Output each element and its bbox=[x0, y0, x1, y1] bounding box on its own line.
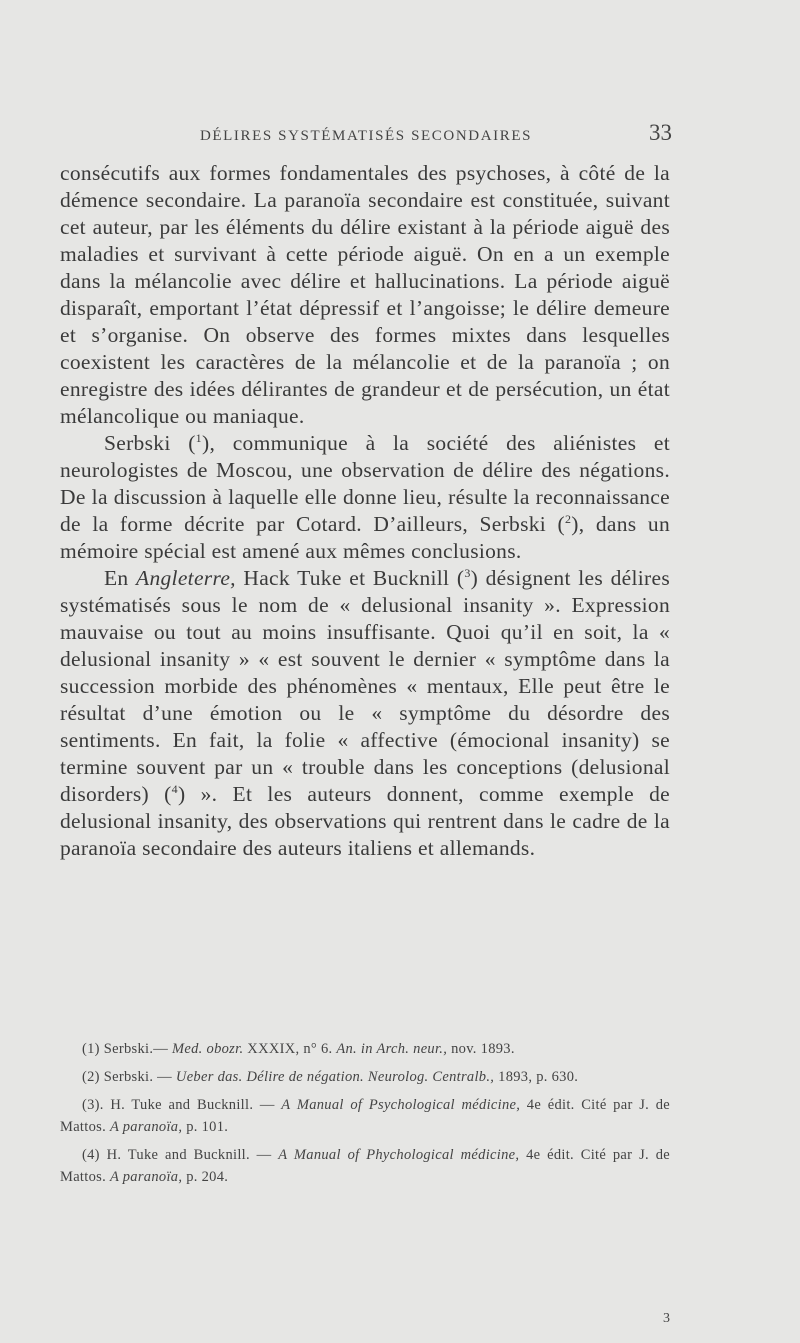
footnotes bbox=[60, 1038, 670, 1188]
footnote-italic: A Manual of Phychological médicine, bbox=[278, 1147, 520, 1163]
footnote-ref-3: 3 bbox=[464, 565, 471, 580]
footnote-italic: Med. obozr. bbox=[172, 1041, 244, 1057]
footnote-ref-1: 1 bbox=[195, 430, 202, 445]
paragraph-2 bbox=[60, 430, 670, 565]
page-header bbox=[60, 120, 672, 150]
footnote-3 bbox=[60, 1094, 670, 1138]
paragraph-3-italic-angleterre: Angleterre, bbox=[136, 566, 236, 590]
footnote-mark: (1) bbox=[82, 1041, 100, 1057]
footnote-text: XXXIX, n° 6. bbox=[243, 1041, 337, 1057]
paragraph-3-text-a: En bbox=[104, 566, 137, 590]
footnote-ref-4: 4 bbox=[171, 781, 178, 796]
footnote-4 bbox=[60, 1144, 670, 1188]
footnote-text: 4e édit. Cité par J. de Mattos. bbox=[60, 1147, 670, 1185]
paragraph-2-text-a: Serbski ( bbox=[104, 431, 196, 455]
footnote-text: p. 204. bbox=[182, 1169, 229, 1185]
body-text bbox=[60, 160, 670, 862]
footnote-text: H. Tuke and Bucknill. — bbox=[103, 1097, 282, 1113]
paragraph-2-text-b: ), communique à la société des aliénistes et neurologistes de Moscou, une observation de délire des négations. De la discussion à laquelle elle donne lieu, résulte la reconnaissance de la forme décrite par Cotard. D’ailleurs, Serbski ( bbox=[60, 431, 670, 536]
footnote-1 bbox=[60, 1038, 670, 1060]
footnote-2 bbox=[60, 1066, 670, 1088]
paragraph-3-text-d: ) ». Et les auteurs donnent, comme exemple de delusional insanity, des observations qui rentrent dans le cadre de la paranoïa secondaire des auteurs italiens et allemands. bbox=[60, 782, 670, 860]
footnote-italic: A Manual of Psychological médicine, bbox=[281, 1097, 521, 1113]
footnote-ref-2: 2 bbox=[564, 511, 572, 526]
paragraph-3 bbox=[60, 565, 670, 862]
footnote-mark: (4) bbox=[82, 1147, 100, 1163]
footnote-text: H. Tuke and Bucknill. — bbox=[99, 1147, 279, 1163]
footnote-italic: A paranoïa, bbox=[109, 1169, 183, 1185]
paragraph-3-text-b: Hack Tuke et Bucknill ( bbox=[235, 566, 465, 590]
footnote-italic: An. in Arch. neur., bbox=[336, 1041, 448, 1057]
running-title: DÉLIRES SYSTÉMATISÉS SECONDAIRES bbox=[199, 128, 533, 144]
footnote-text: nov. 1893. bbox=[447, 1041, 515, 1057]
footnote-text: 1893, p. 630. bbox=[494, 1069, 579, 1085]
footnote-text: 4e édit. Cité par J. de Mattos. bbox=[60, 1097, 670, 1135]
footnote-italic: A paranoïa, bbox=[109, 1119, 183, 1135]
footnote-mark: (3). bbox=[82, 1097, 104, 1113]
footnote-text: Serbski.— bbox=[99, 1041, 172, 1057]
footnote-mark: (2) bbox=[82, 1069, 100, 1085]
paragraph-2-text-c: ), dans un mémoire spécial est amené aux mêmes conclusions. bbox=[60, 512, 670, 563]
paragraph-3-text-c: ) désignent les délires systématisés sous le nom de « delusional insanity ». Expression mauvaise ou tout au moins insuffisante. Quoi qu’il en soit, la « delusional insanity » « est souvent le dernier « symptôme dans la succession morbide des phénomènes « mentaux, Elle peut être le résultat d’une émotion ou le « symptôme du désordre des sentiments. En fait, la folie « affective (émocional insanity) se termine souvent par un « trouble dans les conceptions (delusional disorders) ( bbox=[60, 566, 670, 806]
footnote-text: Serbski. — bbox=[99, 1069, 176, 1085]
footnote-text: p. 101. bbox=[182, 1119, 229, 1135]
signature-mark: 3 bbox=[663, 1311, 670, 1326]
footnote-italic: Ueber das. Délire de négation. Neurolog. Centralb., bbox=[175, 1069, 495, 1085]
paragraph-1: consécutifs aux formes fondamentales des psychoses, à côté de la démence secondaire. La paranoïa secondaire est constituée, suivant cet auteur, par les éléments du délire existant à la période aiguë des maladies et survivant à cette période aiguë. On en a un exemple dans la mélancolie avec délire et hallucinations. La période aiguë disparaît, emportant l’état dépressif et l’angoisse; le délire demeure et s’organise. On observe des formes mixtes dans lesquelles coexistent les caractères de la mélancolie et de la paranoïa ; on enregistre des idées délirantes de grandeur et de persécution, un état mélancolique ou maniaque. bbox=[60, 161, 670, 428]
page-number: 33 bbox=[649, 120, 672, 145]
